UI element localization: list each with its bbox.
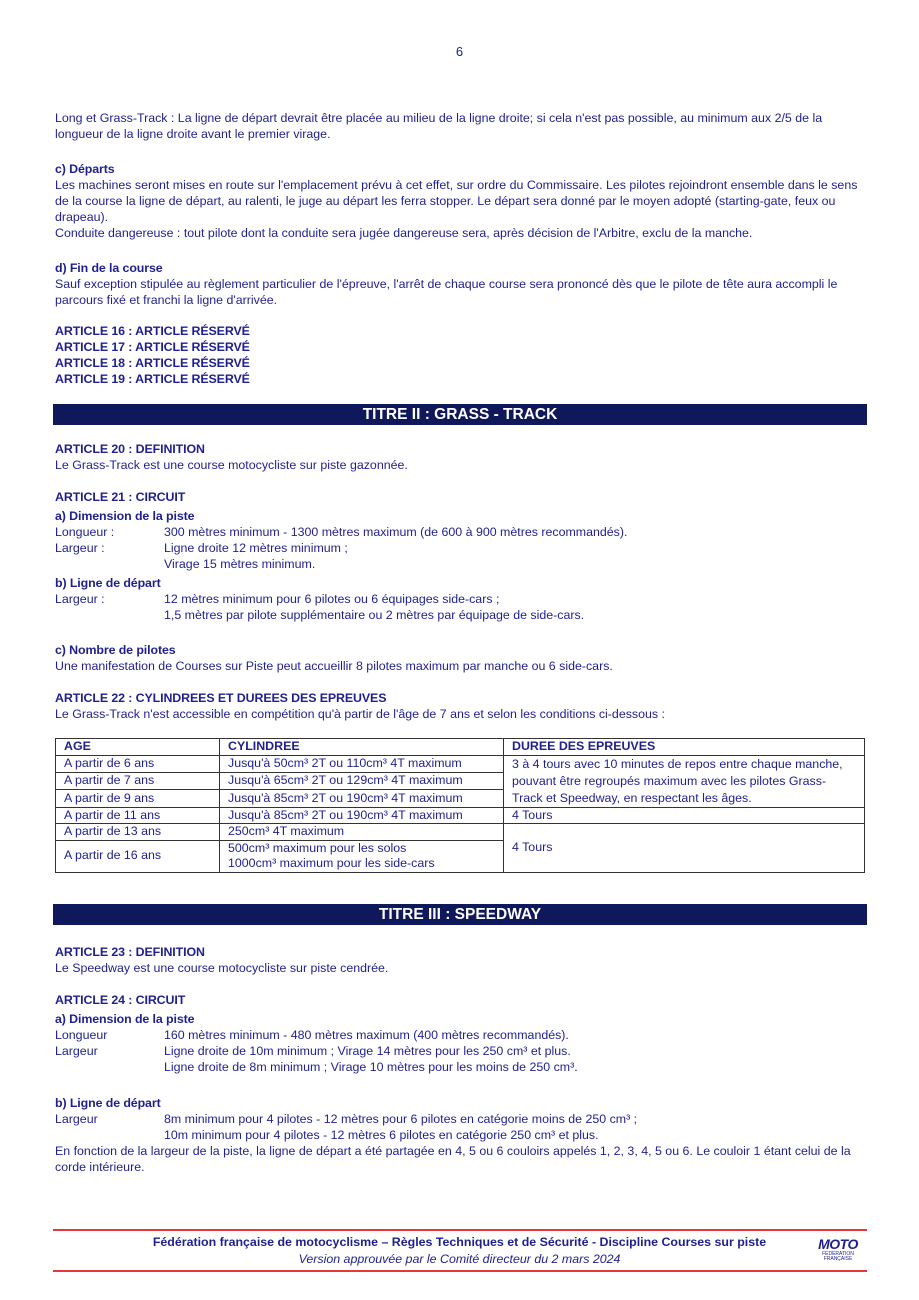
longueur-label: Longueur :	[55, 525, 115, 539]
ffm-logo	[816, 1236, 860, 1266]
table-header-row	[56, 739, 865, 756]
article-24-sub-b: b) Ligne de départ	[55, 1096, 161, 1110]
departs-text-2: Conduite dangereuse : tout pilote dont la conduite sera jugée dangereuse sera, après décision de l'Arbitre, exclu de la manche.	[55, 226, 753, 240]
longueur-value: 300 mètres minimum - 1300 mètres maximum (de 600 à 900 mètres recommandés).	[164, 525, 628, 539]
footer-version: Version approuvée par le Comité directeur du 2 mars 2024	[298, 1252, 621, 1266]
reserved-articles	[55, 323, 867, 387]
nombre-pilotes-text: Une manifestation de Courses sur Piste peut accueillir 8 pilotes maximum par manche ou 6 side-cars.	[55, 659, 613, 673]
speedway-ligne-value: 8m minimum pour 4 pilotes - 12 mètres pour 6 pilotes en catégorie moins de 250 cm³ ;	[164, 1112, 638, 1126]
fin-heading: d) Fin de la course	[55, 261, 163, 275]
duree-cell: 4 Tours	[504, 824, 865, 873]
departs-text: Les machines seront mises en route sur l'emplacement prévu à cet effet, sur ordre du Commissaire. Les pilotes rejoindront ensemble dans le sens de la course la ligne de départ, au ralenti, le juge au départ les ferra stopper. Le départ sera donné par le moyen adopté (starting-gate, feux ou drapeau).	[55, 178, 858, 224]
speedway-ligne-label: Largeur	[55, 1112, 98, 1126]
speedway-longueur-value: 160 mètres minimum - 480 mètres maximum (400 mètres recommandés).	[164, 1028, 569, 1042]
section-fin	[55, 260, 867, 308]
article-21	[55, 489, 867, 623]
ligne-largeur-value-2: 1,5 mètres par pilote supplémentaire ou 2 mètres par équipage de side-cars.	[164, 608, 585, 622]
intro-paragraph	[55, 110, 867, 142]
article-17: ARTICLE 17 : ARTICLE RÉSERVÉ	[55, 340, 250, 354]
article-22-heading: ARTICLE 22 : CYLINDREES ET DUREES DES EPREUVES	[55, 691, 387, 705]
age-cell: A partir de 6 ans	[56, 755, 220, 772]
titre-3-banner: TITRE III : SPEEDWAY	[53, 904, 867, 925]
table-row	[56, 807, 865, 824]
age-cell: A partir de 13 ans	[56, 824, 220, 841]
cylindrees-table	[55, 738, 865, 873]
logo-text: MOTO	[818, 1236, 858, 1252]
speedway-ligne-value-2: 10m minimum pour 4 pilotes - 12 mètres 6 pilotes en catégorie 250 cm³ et plus.	[164, 1128, 599, 1142]
article-23-text: Le Speedway est une course motocycliste sur piste cendrée.	[55, 961, 389, 975]
speedway-ligne-depart	[55, 1095, 867, 1175]
cylindree-cell: Jusqu'à 85cm³ 2T ou 190cm³ 4T maximum	[220, 790, 504, 807]
logo-subtext: FÉDÉRATION FRANÇAISE	[822, 1251, 854, 1262]
speedway-largeur-value: Ligne droite de 10m minimum ; Virage 14 mètres pour les 250 cm³ et plus.	[164, 1044, 571, 1058]
table-row	[56, 824, 865, 841]
age-cell: A partir de 9 ans	[56, 790, 220, 807]
duree-cell: 3 à 4 tours avec 10 minutes de repos entre chaque manche, pouvant être regroupés maximum avec les pilotes Grass-Track et Speedway, en respectant les âges.	[504, 755, 865, 807]
fin-text: Sauf exception stipulée au règlement particulier de l'épreuve, l'arrêt de chaque course sera prononcé dès que le pilote de tête aura accompli le parcours fixé et franchi la ligne d'arrivée.	[55, 277, 838, 307]
page-number: 6	[455, 44, 464, 59]
ligne-largeur-value: 12 mètres minimum pour 6 pilotes ou 6 équipages side-cars ;	[164, 592, 500, 606]
intro-text: Long et Grass-Track : La ligne de départ devrait être placée au milieu de la ligne droite; si cela n'est pas possible, au minimum aux 2/5 de la longueur de la ligne droite avant le premier virage.	[55, 111, 823, 141]
article-21-sub-a: a) Dimension de la piste	[55, 509, 195, 523]
article-22	[55, 690, 867, 722]
cylindree-cell	[220, 840, 504, 872]
article-21-sub-b: b) Ligne de départ	[55, 576, 161, 590]
article-24	[55, 992, 867, 1075]
speedway-largeur-label: Largeur	[55, 1044, 98, 1058]
speedway-longueur-label: Longueur	[55, 1028, 108, 1042]
article-24-heading: ARTICLE 24 : CIRCUIT	[55, 993, 186, 1007]
article-21-heading: ARTICLE 21 : CIRCUIT	[55, 490, 186, 504]
largeur-value-2: Virage 15 mètres minimum.	[164, 557, 316, 571]
article-18: ARTICLE 18 : ARTICLE RÉSERVÉ	[55, 356, 250, 370]
cylindree-cell: 250cm³ 4T maximum	[220, 824, 504, 841]
article-23-heading: ARTICLE 23 : DEFINITION	[55, 945, 205, 959]
duree-cell: 4 Tours	[504, 807, 865, 824]
header-cylindree: CYLINDREE	[220, 739, 504, 756]
nombre-pilotes-heading: c) Nombre de pilotes	[55, 643, 176, 657]
header-duree: DUREE DES EPREUVES	[504, 739, 865, 756]
titre-2-banner: TITRE II : GRASS - TRACK	[53, 404, 867, 425]
article-23	[55, 944, 867, 976]
speedway-couloirs-text: En fonction de la largeur de la piste, la ligne de départ a été partagée en 4, 5 ou 6 couloirs appelés 1, 2, 3, 4, 5 ou 6. Le couloir 1 étant celui de la corde intérieure.	[55, 1144, 851, 1174]
departs-heading: c) Départs	[55, 162, 115, 176]
speedway-largeur-value-2: Ligne droite de 8m minimum ; Virage 10 mètres pour les moins de 250 cm³.	[164, 1060, 578, 1074]
cylindree-cell: Jusqu'à 65cm³ 2T ou 129cm³ 4T maximum	[220, 772, 504, 789]
ligne-largeur-label: Largeur :	[55, 592, 105, 606]
nombre-pilotes	[55, 642, 867, 674]
section-departs	[55, 161, 867, 241]
article-16: ARTICLE 16 : ARTICLE RÉSERVÉ	[55, 324, 250, 338]
cylindree-solos: 500cm³ maximum pour les solos	[228, 840, 407, 855]
age-cell: A partir de 7 ans	[56, 772, 220, 789]
age-cell: A partir de 16 ans	[56, 840, 220, 872]
largeur-label: Largeur :	[55, 541, 105, 555]
footer-title: Fédération française de motocyclisme – Règles Techniques et de Sécurité - Discipline Courses sur piste	[152, 1235, 767, 1249]
article-24-sub-a: a) Dimension de la piste	[55, 1012, 195, 1026]
article-20-heading: ARTICLE 20 : DEFINITION	[55, 442, 205, 456]
age-cell: A partir de 11 ans	[56, 807, 220, 824]
article-20-text: Le Grass-Track est une course motocycliste sur piste gazonnée.	[55, 458, 408, 472]
article-20	[55, 441, 867, 473]
article-19: ARTICLE 19 : ARTICLE RÉSERVÉ	[55, 372, 250, 386]
footer-rule-bottom	[53, 1270, 867, 1272]
footer-rule-top	[53, 1229, 867, 1231]
cylindree-side-cars: 1000cm³ maximum pour les side-cars	[228, 856, 435, 870]
header-age: AGE	[56, 739, 220, 756]
table-row	[56, 755, 865, 772]
cylindree-cell: Jusqu'à 85cm³ 2T ou 190cm³ 4T maximum	[220, 807, 504, 824]
cylindree-cell: Jusqu'à 50cm³ 2T ou 110cm³ 4T maximum	[220, 755, 504, 772]
article-22-text: Le Grass-Track n'est accessible en compétition qu'à partir de l'âge de 7 ans et selon les conditions ci-dessous :	[55, 707, 665, 721]
largeur-value: Ligne droite 12 mètres minimum ;	[164, 541, 348, 555]
